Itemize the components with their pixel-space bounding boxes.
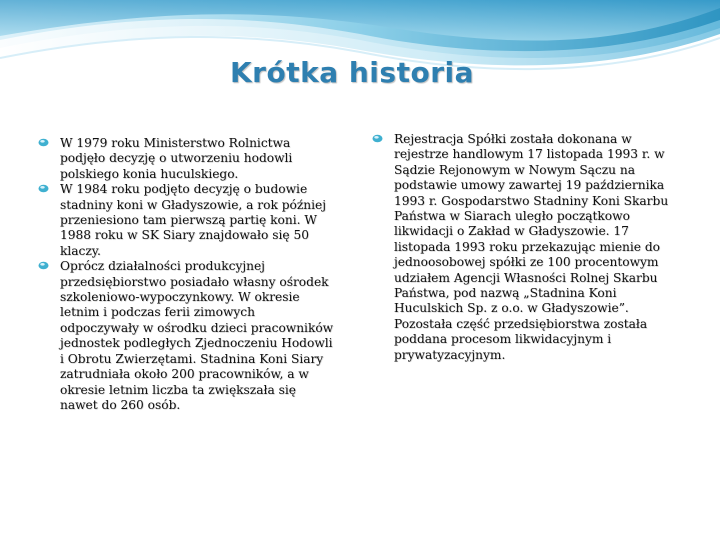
left-bullet-item-2 [36, 182, 336, 259]
diamond-bullet-icon [38, 261, 49, 270]
left-column [36, 136, 336, 413]
diamond-bullet-icon [38, 184, 49, 193]
left-bullet-text: W 1984 roku podjęto decyzję o budowie stadniny koni w Gładyszowie, a rok później przeniesiono tam pierwszą partię koni. W 1988 roku w SK Siary znajdowało się 50 klaczy. [60, 182, 327, 258]
right-bullet-item-1 [370, 132, 670, 363]
left-bullet-list [36, 136, 336, 413]
slide-title: Krótka historia [229, 56, 474, 89]
left-bullet-item-3 [36, 259, 336, 413]
left-bullet-text: W 1979 roku Ministerstwo Rolnictwa podjęło decyzję o utworzeniu hodowli polskiego konia huculskiego. [60, 136, 293, 181]
diamond-bullet-icon [38, 138, 49, 147]
left-bullet-item-1 [36, 136, 336, 182]
diamond-bullet-icon [372, 134, 383, 143]
left-bullet-text: Oprócz działalności produkcyjnej przedsiębiorstwo posiadało własny ośrodek szkoleniowo-wypoczynkowy. W okresie letnim i podczas ferii zimowych odpoczywały w ośrodku dzieci pracowników jednostek podległych Zjednoczeniu Hodowli i Obrotu Zwierzętami. Stadnina Koni Siary zatrudniała około 200 pracowników, a w okresie letnim liczba ta zwiększała się nawet do 260 osób. [60, 259, 334, 412]
right-bullet-list [370, 132, 670, 363]
right-column [370, 132, 670, 363]
right-bullet-text: Rejestracja Spółki została dokonana w rejestrze handlowym 17 listopada 1993 r. w Sądzie Rejonowym w Nowym Sączu na podstawie umowy zawartej 19 października 1993 r. Gospodarstwo Stadniny Koni Skarbu Państwa w Siarach uległo początkowo likwidacji o Zakład w Gładyszowie. 17 listopada 1993 roku przekazując mienie do jednoosobowej spółki ze 100 procentowym udziałem Agencji Własności Rolnej Skarbu Państwa, pod nazwą „Stadnina Koni Huculskich Sp. z o.o. w Gładyszowie”. Pozostała część przedsiębiorstwa została poddana procesom likwidacyjnym i prywatyzacyjnym. [394, 132, 669, 362]
